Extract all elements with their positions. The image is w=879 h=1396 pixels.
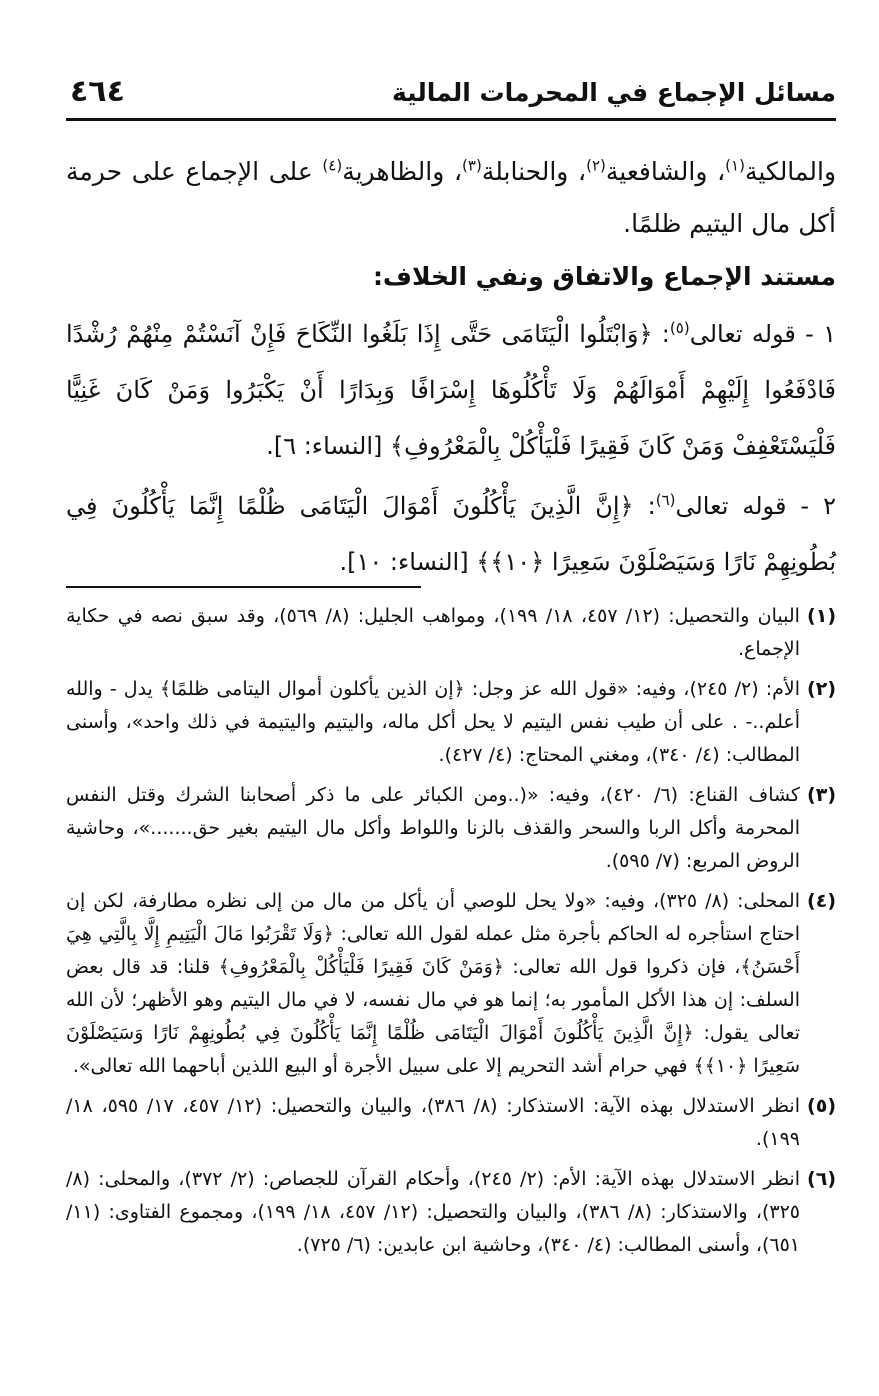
footnote-text: انظر الاستدلال بهذه الآية: الاستذكار: (٨/ ٣٨٦)، والبيان والتحصيل: (١٢/ ٤٥٧، ١٧/ ٥٩٥، ١٨/ ١٩٩). [66, 1095, 800, 1150]
footnote-text: الأم: (٢/ ٢٤٥)، وفيه: «قول الله عز وجل: ﴿إن الذين يأكلون أموال اليتامى ظلمًا﴾ يدل - والله أعلم..- . على أن طيب نفس اليتيم لا يحل أكل ماله، واليتيم واليتيمة في ذلك واحد»، وأسنى المطالب: (٤/ ٣٤٠)، ومغني المحتاج: (٤/ ٤٢٧). [66, 678, 800, 766]
footnote-number: (١) [807, 605, 836, 627]
evidence-item-1 [66, 306, 836, 474]
intro-text-zahiriyya: ، والظاهرية [342, 157, 463, 186]
intro-text-hanabila: ، والحنابلة [481, 157, 587, 186]
evidence-item-2 [66, 478, 836, 590]
quran-verse: ﴿وَابْتَلُوا الْيَتَامَى حَتَّى إِذَا بَلَغُوا النِّكَاحَ فَإِنْ آنَسْتُمْ مِنْهُمْ رُشْدًا فَادْفَعُوا إِلَيْهِمْ أَمْوَالَهُمْ وَلَا تَأْكُلُوهَا إِسْرَافًا وَبِدَارًا أَنْ يَكْبَرُوا وَمَنْ كَانَ غَنِيًّا فَلْيَسْتَعْفِفْ وَمَنْ كَانَ فَقِيرًا فَلْيَأْكُلْ بِالْمَعْرُوفِ﴾ [66, 320, 836, 460]
footnotes [66, 600, 836, 1269]
evidence-separator: : [633, 492, 656, 520]
running-header [66, 72, 836, 114]
footnote-ref-3: (٣) [462, 156, 482, 175]
running-title: مسائل الإجماع في المحرمات المالية [391, 78, 836, 107]
footnote-ref-6: (٦) [655, 491, 676, 509]
intro-paragraph [66, 146, 836, 250]
verse-reference: [النساء: ٦]. [266, 432, 391, 460]
footnote-6 [66, 1163, 836, 1262]
evidence-separator: : [652, 320, 670, 348]
main-text [66, 146, 836, 594]
quran-verse: ﴿إِنَّ الَّذِينَ يَأْكُلُونَ أَمْوَالَ الْيَتَامَى ظُلْمًا إِنَّمَا يَأْكُلُونَ فِي بُطُونِهِمْ نَارًا وَسَيَصْلَوْنَ سَعِيرًا ﴿١٠﴾﴾ [66, 492, 836, 576]
footnote-4 [66, 885, 836, 1083]
evidence-lead: ١ - قوله تعالى [689, 320, 837, 348]
verse-reference: [النساء: ١٠]. [339, 548, 477, 576]
footnote-5 [66, 1090, 836, 1156]
footnote-ref-1: (١) [725, 156, 745, 175]
footnote-text: البيان والتحصيل: (١٢/ ٤٥٧، ١٨/ ١٩٩)، ومواهب الجليل: (٨/ ٥٦٩)، وقد سبق نصه في حكاية الإجماع. [66, 605, 800, 660]
section-heading: مستند الإجماع والاتفاق ونفي الخلاف: [372, 262, 836, 291]
evidence-lead: ٢ - قوله تعالى [675, 492, 836, 520]
footnote-text: انظر الاستدلال بهذه الآية: الأم: (٢/ ٢٤٥)، وأحكام القرآن للجصاص: (٢/ ٣٧٢)، والمحلى: (٨/ ٣٢٥)، والاستذكار: (٨/ ٣٨٦)، والبيان والتحصيل: (١٢/ ٤٥٧، ١٨/ ١٩٩)، ومجموع الفتاوى: (١١/ ٦٥١)، وأسنى المطالب: (٤/ ٣٤٠)، وحاشية ابن عابدين: (٦/ ٧٢٥). [66, 1168, 800, 1256]
footnote-text: كشاف القناع: (٦/ ٤٢٠)، وفيه: «(..ومن الكبائر على ما ذكر أصحابنا الشرك وقتل النفس المحرمة وأكل الربا والسحر والقذف بالزنا واللواط وأكل مال اليتيم بغير حق.......»، وحاشية الروض المربع: (٧/ ٥٩٥). [66, 784, 800, 872]
header-rule [66, 118, 836, 121]
footnote-ref-4: (٤) [322, 156, 343, 175]
page-number: ٤٦٤ [70, 74, 125, 109]
footnote-ref-2: (٢) [586, 156, 606, 175]
footnote-ref-5: (٥) [669, 319, 690, 337]
footnote-number: (٢) [807, 678, 836, 700]
footnote-2 [66, 673, 836, 772]
intro-text-shafiiyya: ، والشافعية [605, 157, 726, 186]
footnote-number: (٦) [807, 1168, 836, 1190]
intro-text-malikiyya: والمالكية [744, 157, 837, 186]
book-page [66, 0, 836, 1396]
footnote-text: المحلى: (٨/ ٣٢٥)، وفيه: «ولا يحل للوصي أن يأكل من مال من إلى نظره مطارفة، لكن إن احتاج استأجره له الحاكم بأجرة مثل عمله لقول الله تعالى: ﴿وَلَا تَقْرَبُوا مَالَ الْيَتِيمِ إِلَّا بِالَّتِي هِيَ أَحْسَنُ﴾، فإن ذكروا قول الله تعالى: ﴿وَمَنْ كَانَ فَقِيرًا فَلْيَأْكُلْ بِالْمَعْرُوفِ﴾ قلنا: قد قال بعض السلف: إن هذا الأكل المأمور به؛ إنما هو في مال نفسه، لا في مال اليتيم وهو الأظهر؛ لأن الله تعالى يقول: ﴿إِنَّ الَّذِينَ يَأْكُلُونَ أَمْوَالَ الْيَتَامَى ظُلْمًا إِنَّمَا يَأْكُلُونَ فِي بُطُونِهِمْ نَارًا وَسَيَصْلَوْنَ سَعِيرًا ﴿١٠﴾﴾ فهي حرام أشد التحريم إلا على سبيل الأجرة أو البيع اللذين أباحهما الله تعالى». [66, 890, 800, 1077]
intro-text-conclusion: على الإجماع على حرمة أكل مال اليتيم ظلمًا. [66, 157, 836, 238]
footnote-3 [66, 779, 836, 878]
footnote-number: (٥) [807, 1095, 836, 1117]
footnote-number: (٤) [807, 890, 836, 912]
footnote-separator [66, 586, 421, 588]
footnote-number: (٣) [807, 784, 836, 806]
footnote-1 [66, 600, 836, 666]
